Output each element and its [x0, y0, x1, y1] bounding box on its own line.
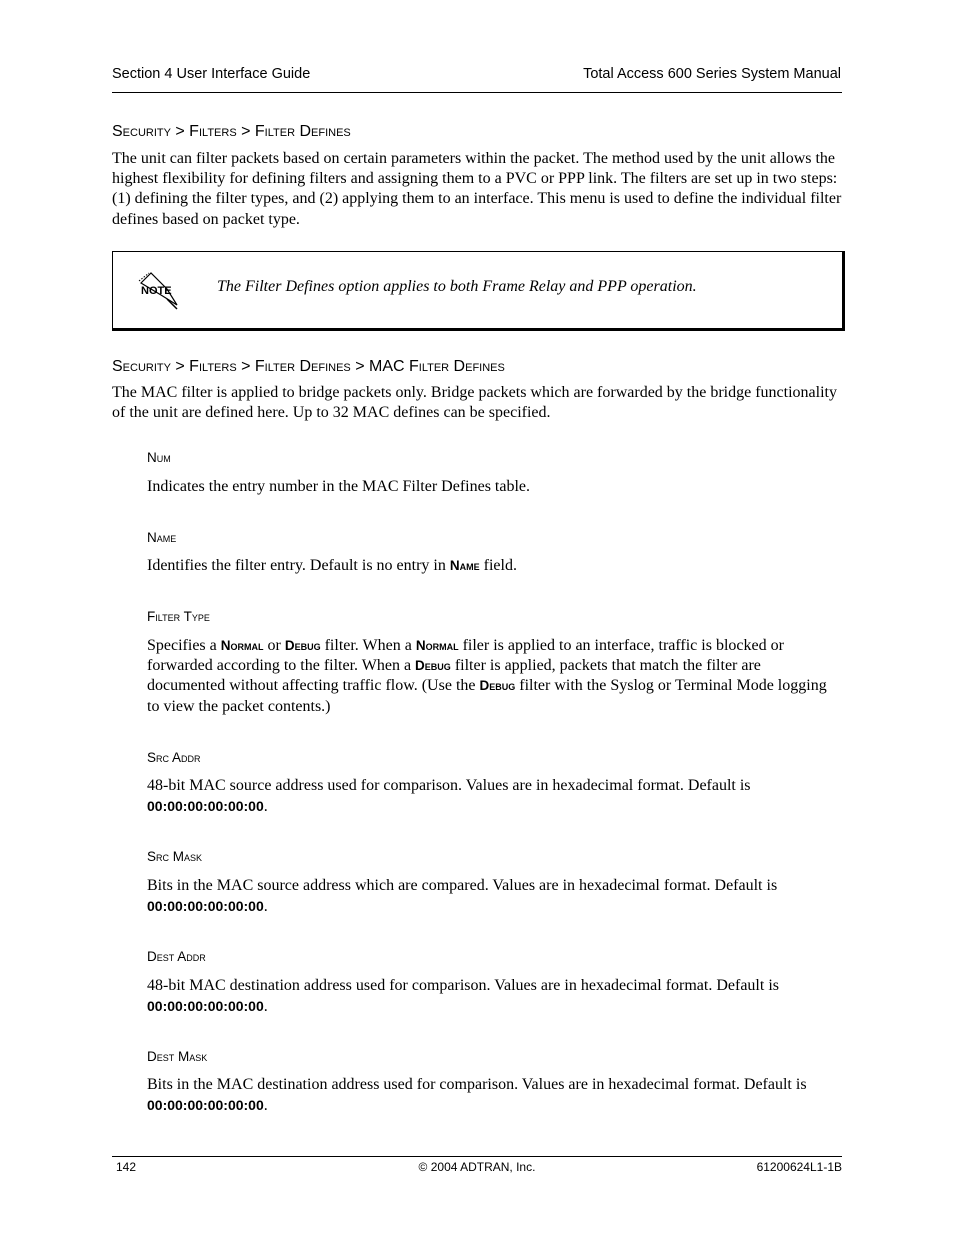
footer-rule: [112, 1156, 842, 1157]
footer-page-number: 142: [116, 1160, 137, 1174]
field-heading-dest-mask: Dest Mask: [147, 1049, 208, 1064]
svg-text:NOTE: NOTE: [141, 285, 172, 297]
header-section-title: Section 4 User Interface Guide: [112, 66, 311, 82]
field-heading-num: Num: [147, 450, 171, 465]
footer-copyright: © 2004 ADTRAN, Inc.: [418, 1160, 536, 1174]
header-manual-title: Total Access 600 Series System Manual: [583, 66, 841, 82]
field-body-filter-type: Specifies a Normal or Debug filter. When a Normal filer is applied to an interface, traffic is blocked or forwarded according to the filter. When a Debug filter is applied, packets that match the filter are documented without affecting traffic flow. (Use the Debug filter with the Syslog or Terminal Mode logging to view the packet contents.): [147, 637, 827, 715]
field-body-dest-addr: 48-bit MAC destination address used for comparison. Values are in hexadecimal format. Default is 00:00:00:00:00:00.: [147, 977, 779, 1016]
field-body-num: Indicates the entry number in the MAC Filter Defines table.: [147, 478, 531, 495]
section-body-filter-defines: The unit can filter packets based on certain parameters within the packet. The method used by the unit allows the highest flexibility for defining filters and assigning them to a PVC or PPP link. The filters are set up in two steps: (1) defining the filter types, and (2) applying them to an interface. This menu is used to define the individual filter defines based on packet type.: [112, 150, 842, 228]
section-heading-mac-filter-defines: Security > Filters > Filter Defines > MAC Filter Defines: [112, 358, 505, 375]
header-rule: [112, 92, 842, 93]
section-heading-filter-defines: Security > Filters > Filter Defines: [112, 123, 351, 140]
section-body-mac-filter-defines: The MAC filter is applied to bridge packets only. Bridge packets which are forwarded by the bridge functionality of the unit are defined here. Up to 32 MAC defines can be specified.: [112, 384, 837, 422]
field-heading-src-mask: Src Mask: [147, 849, 203, 864]
field-heading-src-addr: Src Addr: [147, 750, 201, 765]
field-heading-filter-type: Filter Type: [147, 609, 210, 624]
field-body-name: Identifies the filter entry. Default is no entry in Name field.: [147, 557, 517, 574]
note-text: The Filter Defines option applies to both Frame Relay and PPP operation.: [217, 278, 697, 295]
field-heading-dest-addr: Dest Addr: [147, 949, 206, 964]
field-body-src-addr: 48-bit MAC source address used for comparison. Values are in hexadecimal format. Default is 00:00:00:00:00:00.: [147, 777, 751, 816]
footer-document-number: 61200624L1-1B: [756, 1160, 842, 1174]
field-body-src-mask: Bits in the MAC source address which are compared. Values are in hexadecimal format. Default is 00:00:00:00:00:00.: [147, 877, 778, 916]
field-body-dest-mask: Bits in the MAC destination address used for comparison. Values are in hexadecimal format. Default is 00:00:00:00:00:00.: [147, 1076, 807, 1115]
note-box: [112, 251, 845, 331]
field-heading-name: Name: [147, 530, 177, 545]
note-icon: [137, 271, 181, 318]
